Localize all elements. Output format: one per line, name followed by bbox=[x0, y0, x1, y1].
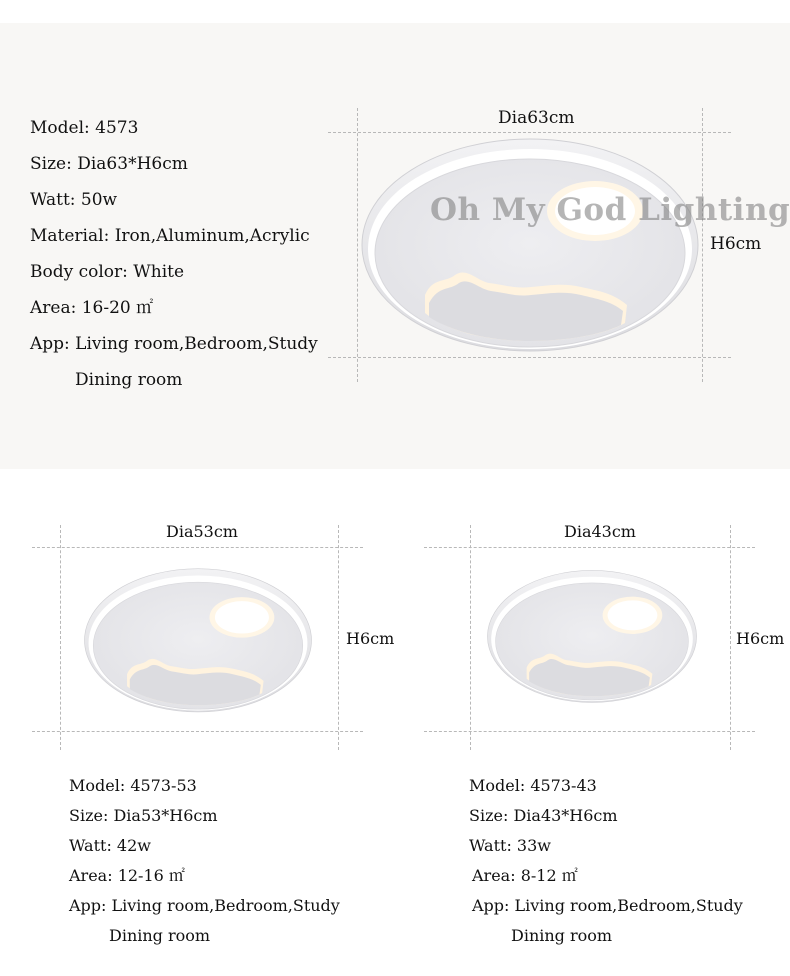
v53-spec-model: Model: 4573-53 bbox=[69, 776, 197, 795]
spec-watt: Watt: 50w bbox=[30, 190, 118, 210]
v53-right-dimension-line bbox=[338, 525, 339, 750]
v43-diameter-label: Dia43cm bbox=[564, 522, 636, 541]
v43-spec-area: Area: 8-12 ㎡ bbox=[472, 866, 578, 885]
v53-diameter-label: Dia53cm bbox=[166, 522, 238, 541]
v43-spec-model: Model: 4573-43 bbox=[469, 776, 597, 795]
v53-spec-application-cont: Dining room bbox=[109, 926, 211, 945]
spec-area: Area: 16-20 ㎡ bbox=[30, 298, 154, 318]
top-dimension-line bbox=[328, 132, 731, 133]
main-ceiling-lamp-image bbox=[355, 135, 705, 360]
v43-spec-watt: Watt: 33w bbox=[469, 836, 551, 855]
spec-model: Model: 4573 bbox=[30, 118, 139, 138]
v43-height-label: H6cm bbox=[736, 629, 785, 648]
spec-size: Size: Dia63*H6cm bbox=[30, 154, 188, 174]
v53-ceiling-lamp-image bbox=[72, 566, 324, 718]
v53-height-label: H6cm bbox=[346, 629, 395, 648]
v43-spec-application: App: Living room,Bedroom,Study bbox=[472, 896, 743, 915]
v43-spec-application-cont: Dining room bbox=[511, 926, 613, 945]
spec-body-color: Body color: White bbox=[30, 262, 185, 282]
v43-spec-size: Size: Dia43*H6cm bbox=[469, 806, 618, 825]
v53-left-dimension-line bbox=[60, 525, 61, 750]
v53-bottom-dimension-line bbox=[32, 731, 363, 732]
spec-application-cont: Dining room bbox=[75, 370, 183, 390]
v53-top-dimension-line bbox=[32, 547, 363, 548]
v43-right-dimension-line bbox=[730, 525, 731, 750]
main-height-label: H6cm bbox=[710, 234, 762, 254]
v53-spec-size: Size: Dia53*H6cm bbox=[69, 806, 218, 825]
brand-watermark: Oh My God Lighting bbox=[430, 192, 790, 228]
v53-spec-application: App: Living room,Bedroom,Study bbox=[69, 896, 340, 915]
v53-spec-area: Area: 12-16 ㎡ bbox=[69, 866, 185, 885]
v43-ceiling-lamp-image bbox=[478, 568, 706, 708]
v43-left-dimension-line bbox=[470, 525, 471, 750]
v43-bottom-dimension-line bbox=[424, 731, 755, 732]
v53-spec-watt: Watt: 42w bbox=[69, 836, 151, 855]
v43-top-dimension-line bbox=[424, 547, 755, 548]
main-diameter-label: Dia63cm bbox=[498, 108, 575, 128]
spec-application: App: Living room,Bedroom,Study bbox=[30, 334, 318, 354]
spec-material: Material: Iron,Aluminum,Acrylic bbox=[30, 226, 310, 246]
